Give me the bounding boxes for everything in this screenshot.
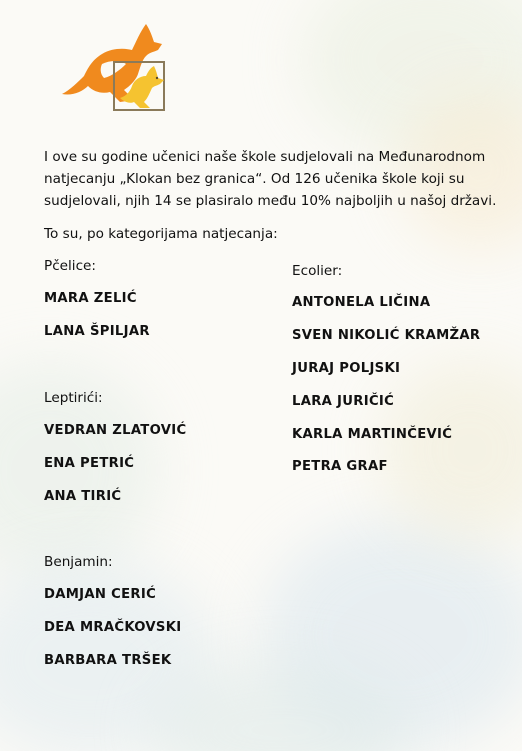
student-name: PETRA GRAF	[292, 459, 388, 474]
student-name: BARBARA TRŠEK	[44, 653, 172, 668]
student-name: LANA ŠPILJAR	[44, 324, 150, 339]
student-name: KARLA MARTINČEVIĆ	[292, 427, 453, 442]
categories-intro: To su, po kategorijama natjecanja:	[44, 226, 278, 242]
student-name: ANA TIRIĆ	[44, 489, 122, 504]
category-title-ecolier: Ecolier:	[292, 263, 343, 279]
kangaroo-logo	[58, 20, 170, 116]
category-title-leptirici: Leptirići:	[44, 390, 103, 406]
intro-paragraph: I ove su godine učenici naše škole sudjelovali na Međunarodnom natjecanju „Klokan bez granica“. Od 126 učenika škole koji su sudjelovali, njih 14 se plasiralo među 10% najboljih u našoj državi.	[44, 149, 497, 209]
student-name: ANTONELA LIČINA	[292, 295, 431, 310]
student-name: ENA PETRIĆ	[44, 456, 135, 471]
category-title-benjamin: Benjamin:	[44, 554, 113, 570]
student-name: SVEN NIKOLIĆ KRAMŽAR	[292, 328, 481, 343]
student-name: MARA ZELIĆ	[44, 291, 137, 306]
student-name: DAMJAN CERIĆ	[44, 587, 157, 602]
student-name: JURAJ POLJSKI	[292, 361, 401, 376]
student-name: DEA MRAČKOVSKI	[44, 620, 182, 635]
category-title-pcelice: Pčelice:	[44, 258, 97, 274]
student-name: VEDRAN ZLATOVIĆ	[44, 423, 187, 438]
student-name: LARA JURIČIĆ	[292, 394, 395, 409]
